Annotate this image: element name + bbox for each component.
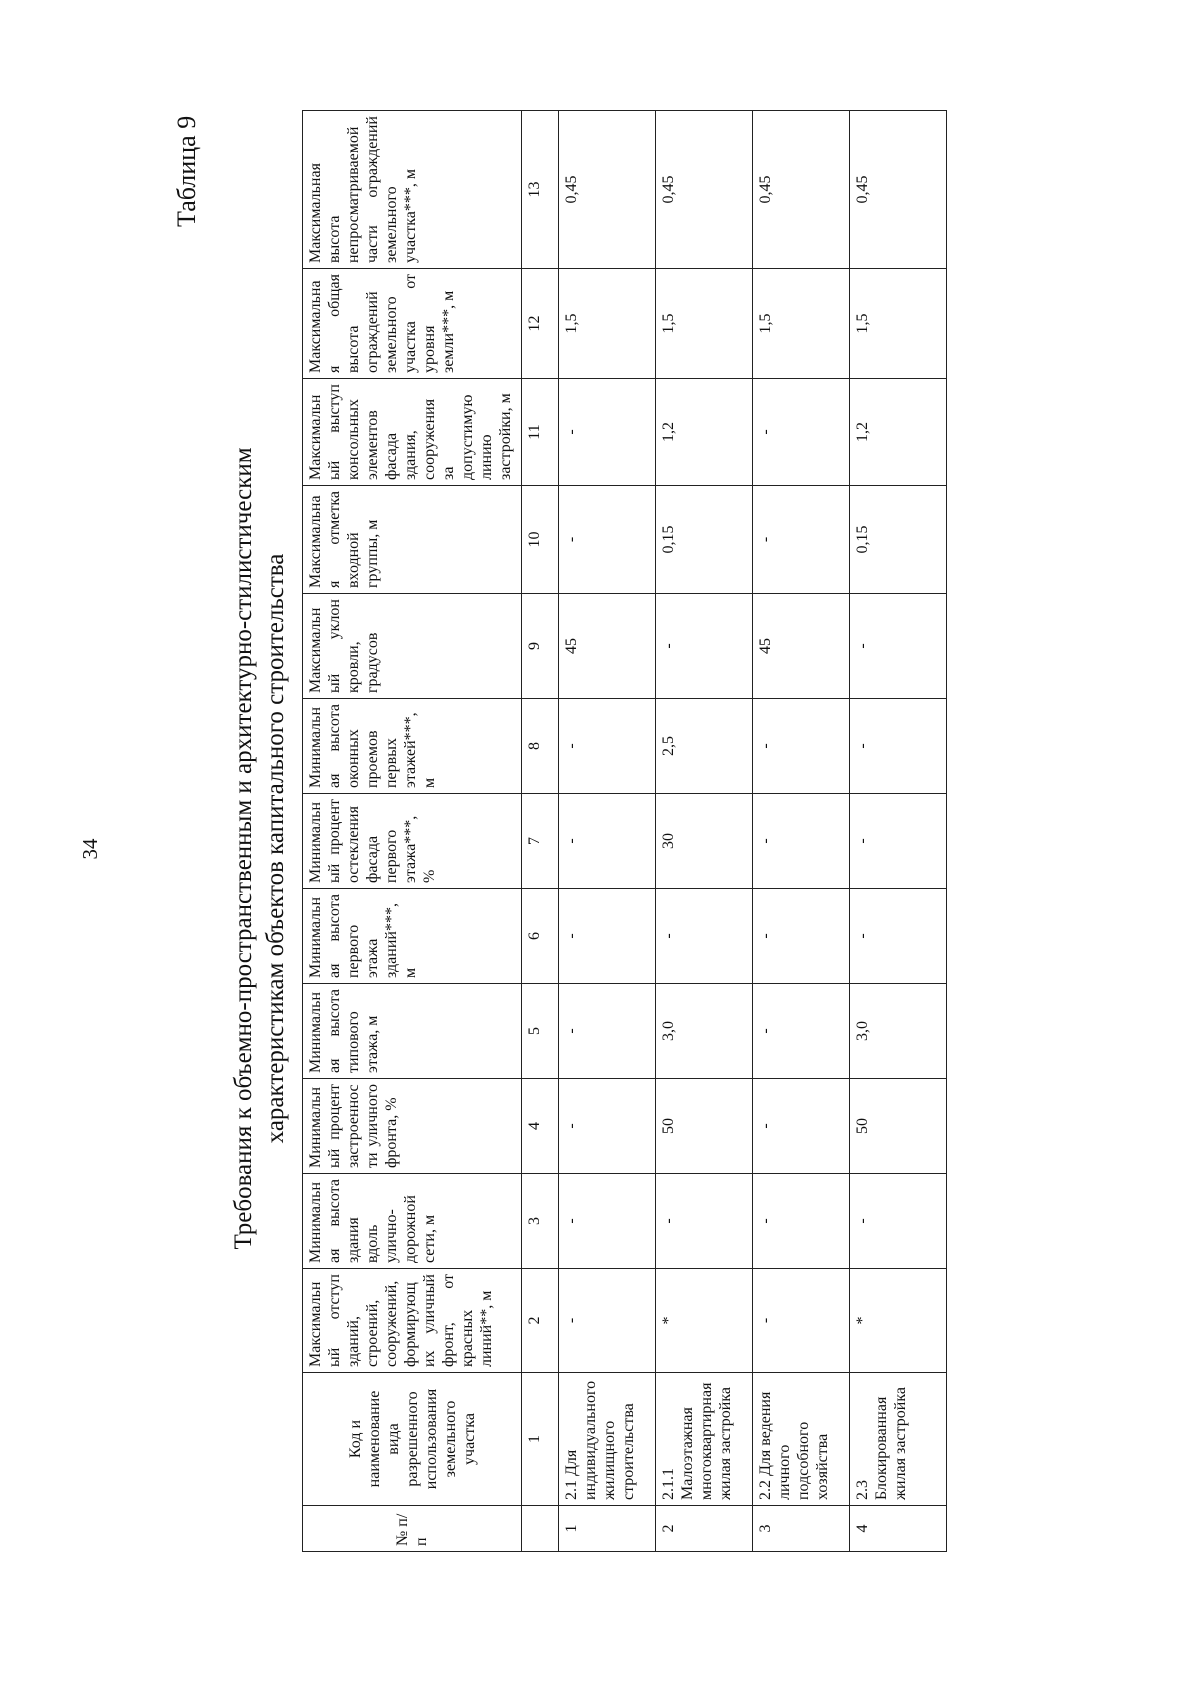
table-cell: 1,5 <box>850 269 947 379</box>
table-cell: 1,2 <box>850 379 947 486</box>
row-number: 4 <box>850 1506 947 1552</box>
document-title <box>228 0 292 1697</box>
table-cell: - <box>559 379 656 486</box>
table-cell: 30 <box>656 794 753 889</box>
table-row <box>656 111 753 1552</box>
requirements-table <box>302 110 947 1552</box>
table-cell: - <box>753 889 850 984</box>
table-cell: 45 <box>753 594 850 699</box>
table-cell: 3,0 <box>850 984 947 1079</box>
table-cell: - <box>656 1174 753 1269</box>
table-cell: - <box>559 984 656 1079</box>
header-cell: Минимальная высота оконных проемов первых этажей***, м <box>303 699 522 794</box>
row-number: 2 <box>656 1506 753 1552</box>
table-cell: 3,0 <box>656 984 753 1079</box>
column-number-row <box>522 111 559 1552</box>
header-cell: Максимальная высота непросматриваемой части ограждений земельного участка***, м <box>303 111 522 269</box>
table-cell: * <box>850 1269 947 1373</box>
column-number: 7 <box>522 794 559 889</box>
column-number: 3 <box>522 1174 559 1269</box>
table-cell: - <box>753 699 850 794</box>
header-cell: Минимальная высота типового этажа, м <box>303 984 522 1079</box>
row-number: 3 <box>753 1506 850 1552</box>
table-cell: - <box>656 594 753 699</box>
land-use-name: 2.3 Блокированная жилая застройка <box>850 1373 947 1506</box>
column-number: 12 <box>522 269 559 379</box>
table-cell: 45 <box>559 594 656 699</box>
row-number: 1 <box>559 1506 656 1552</box>
header-cell: Минимальный процент остекления фасада первого этажа***, % <box>303 794 522 889</box>
table-cell: - <box>559 1269 656 1373</box>
table-cell: - <box>850 699 947 794</box>
table-cell: 0,15 <box>656 486 753 594</box>
land-use-name: 2.2 Для ведения личного подсобного хозяйства <box>753 1373 850 1506</box>
table-cell: * <box>656 1269 753 1373</box>
table-cell: 2,5 <box>656 699 753 794</box>
table-cell: - <box>559 1174 656 1269</box>
table-cell: 1,5 <box>753 269 850 379</box>
column-number: 5 <box>522 984 559 1079</box>
column-number: 6 <box>522 889 559 984</box>
table-cell: - <box>753 379 850 486</box>
table-cell: - <box>753 794 850 889</box>
table-row <box>850 111 947 1552</box>
column-number: 10 <box>522 486 559 594</box>
header-cell: Максимальный уклон кровли, градусов <box>303 594 522 699</box>
table-cell: - <box>559 486 656 594</box>
table-cell: 1,5 <box>656 269 753 379</box>
table-cell: - <box>850 794 947 889</box>
land-use-name: 2.1.1 Малоэтажная многоквартирная жилая застройка <box>656 1373 753 1506</box>
column-number: 8 <box>522 699 559 794</box>
header-cell: Максимальная общая высота ограждений земельного участка от уровня земли***, м <box>303 269 522 379</box>
table-cell: 1,2 <box>656 379 753 486</box>
header-cell: Максимальный выступ консольных элементов фасада здания, сооружения за допустимую линию застройки, м <box>303 379 522 486</box>
table-cell: - <box>656 889 753 984</box>
page-number: 34 <box>78 838 102 860</box>
table-cell: 0,45 <box>559 111 656 269</box>
table-row <box>559 111 656 1552</box>
table-cell: - <box>753 486 850 594</box>
header-cell: Минимальный процент застроенности уличного фронта, % <box>303 1079 522 1174</box>
table-cell: - <box>559 794 656 889</box>
table-cell: - <box>753 1079 850 1174</box>
table-label: Таблица 9 <box>172 115 201 227</box>
table-cell: 50 <box>656 1079 753 1174</box>
header-cell: Код и наименование вида разрешенного использования земельного участка <box>303 1373 522 1506</box>
table-cell: 0,45 <box>850 111 947 269</box>
land-use-name: 2.1 Для индивидуального жилищного строительства <box>559 1373 656 1506</box>
column-number: 1 <box>522 1373 559 1506</box>
table-cell: 50 <box>850 1079 947 1174</box>
table-row <box>753 111 850 1552</box>
table-cell: - <box>753 984 850 1079</box>
title-line-1: Требования к объемно-пространственным и архитектурно-стилистическим <box>230 447 257 1250</box>
title-line-2: характеристикам объектов капитального строительства <box>262 553 289 1144</box>
column-number <box>522 1506 559 1552</box>
column-number: 11 <box>522 379 559 486</box>
header-cell: Максимальный отступ зданий, строений, сооружений, формирующих уличный фронт, от красных линий**, м <box>303 1269 522 1373</box>
table-cell: - <box>850 594 947 699</box>
table-cell: 0,15 <box>850 486 947 594</box>
table-cell: - <box>753 1269 850 1373</box>
header-cell: Минимальная высота первого этажа зданий***, м <box>303 889 522 984</box>
column-number: 13 <box>522 111 559 269</box>
header-cell: Максимальная отметка входной группы, м <box>303 486 522 594</box>
column-number: 4 <box>522 1079 559 1174</box>
table-cell: - <box>559 889 656 984</box>
header-cell: № п/п <box>303 1506 522 1552</box>
column-number: 2 <box>522 1269 559 1373</box>
header-cell: Минимальная высота здания вдоль улично-дорожной сети, м <box>303 1174 522 1269</box>
table-cell: - <box>559 699 656 794</box>
table-cell: 0,45 <box>753 111 850 269</box>
table-cell: - <box>753 1174 850 1269</box>
table-cell: 0,45 <box>656 111 753 269</box>
table-cell: 1,5 <box>559 269 656 379</box>
table-cell: - <box>559 1079 656 1174</box>
table-cell: - <box>850 889 947 984</box>
column-number: 9 <box>522 594 559 699</box>
table-cell: - <box>850 1174 947 1269</box>
table-header-row <box>303 111 522 1552</box>
